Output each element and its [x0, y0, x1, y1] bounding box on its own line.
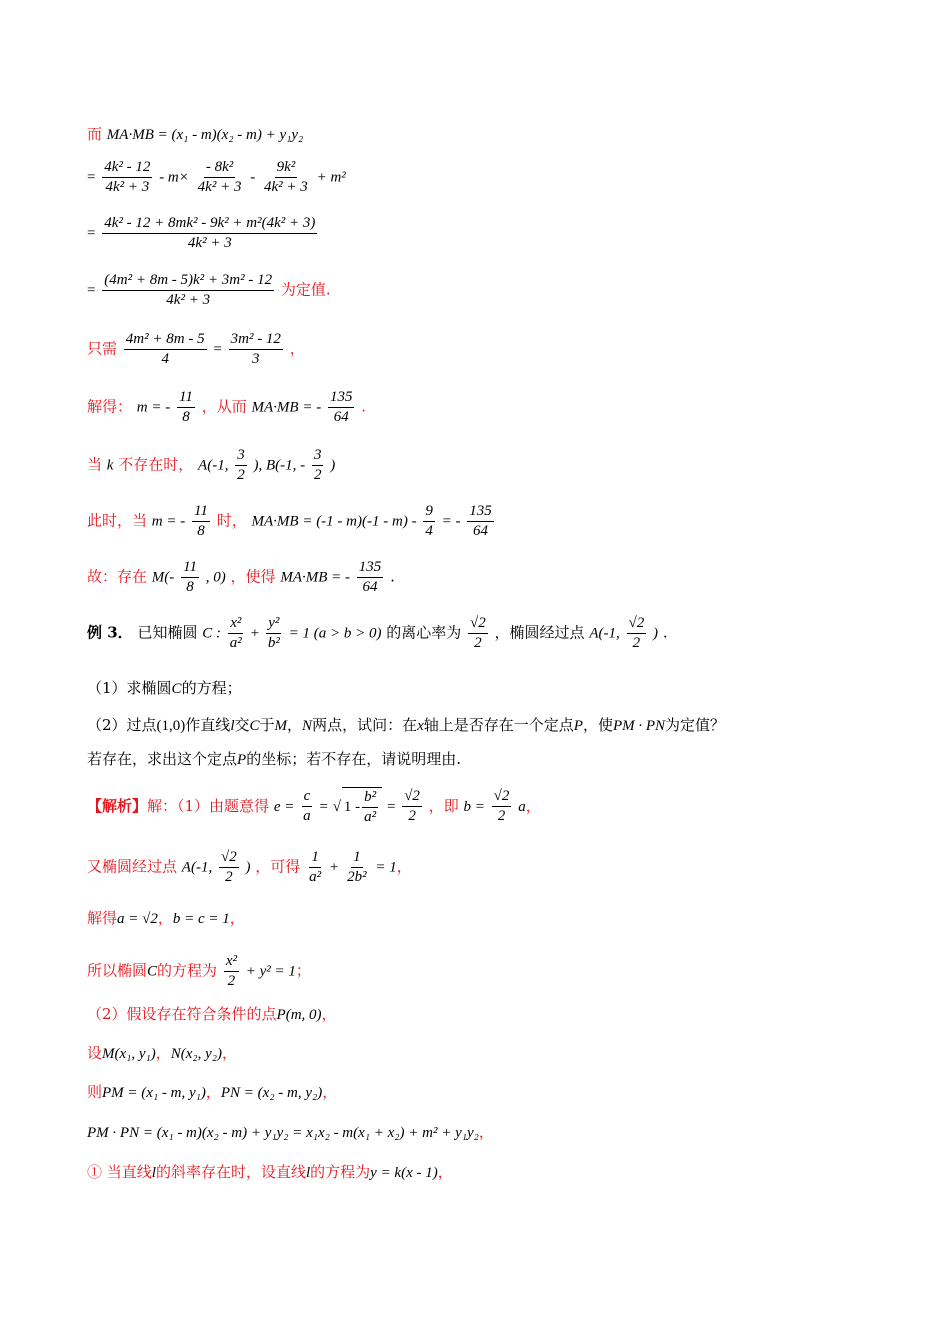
punct: ，	[289, 339, 305, 358]
line-condition: 只需 $\frac{\text{4m² + 8m - 5}}{4}$ = $\frac{\text{3m² - 12}}{3}$ ，	[87, 331, 305, 367]
fraction: $\frac{√2}{2}$	[628, 615, 645, 651]
text: ，可得	[255, 857, 301, 876]
fraction: $\frac{√2}{2}$	[404, 788, 420, 825]
fraction: $\frac{\text{x²}}{2}$	[225, 953, 237, 989]
fraction: $\frac{3}{2}$	[237, 447, 245, 483]
math-term: PN = (x₂ - m, y₂)	[220, 1085, 323, 1101]
fraction: $\frac{135}{64}$	[329, 389, 353, 425]
fraction: $\frac{135}{64}$	[469, 503, 492, 539]
math-term: l	[230, 718, 235, 734]
math-term: A(-1,	[198, 457, 229, 474]
solution-9: ① 当直线l的斜率存在时，设直线l的方程为y = k(x - 1)，	[87, 1163, 453, 1181]
math-term: + y² = 1	[245, 963, 296, 980]
math-term: P	[237, 752, 247, 768]
math-term: N	[302, 718, 313, 734]
solution-6: 设M(x₁, y₁)，N(x₂, y₂)，	[87, 1044, 238, 1062]
text-er: 而	[87, 125, 103, 143]
text-jiede: 解得：	[87, 397, 133, 416]
text: 设	[87, 1044, 103, 1062]
math-term: + m²	[316, 169, 346, 186]
math-term: MA·MB = -	[251, 399, 322, 416]
math-term: (1,0)	[156, 718, 186, 734]
fraction: $\frac{\text{- 8k²}}{\text{4k² + 3}}$	[197, 159, 242, 195]
text: ，即	[428, 796, 459, 815]
text: ① 当直线	[87, 1163, 152, 1181]
fraction: $\frac{1}{\text{2b²}}$	[347, 849, 367, 885]
fraction: $\frac{\text{4m² + 8m - 5}}{4}$	[125, 331, 205, 367]
math-term: l	[305, 1165, 311, 1181]
text: 时，	[216, 511, 247, 530]
text: 的方程；	[181, 679, 242, 697]
solution-7: 则PM = (x₁ - m, y₁)，PN = (x₂ - m, y₂)，	[87, 1083, 338, 1101]
math-term: M	[274, 718, 288, 734]
math-term: C :	[202, 625, 221, 642]
line-check: 此时，当 m = - $\frac{11}{8}$ 时， MA·MB = (-1 - m)(-1 - m) - $\frac{9}{4}$ = - $\frac{135}{64}$	[87, 503, 492, 539]
fraction: $\frac{11}{8}$	[194, 503, 208, 539]
text: 此时，当	[87, 511, 148, 530]
question-2: （2）过点(1,0)作直线l交C于M，N两点，试问：在x轴上是否存在一个定点P，使PM · PN为定值？	[87, 716, 726, 734]
fraction: $\frac{c}{a}$	[303, 788, 311, 825]
math-term: = 1 (a > b > 0)	[288, 625, 382, 642]
text-zhixu: 只需	[87, 339, 118, 358]
fraction: $\frac{\text{x²}}{\text{a²}}$	[229, 615, 242, 651]
text: 所以椭圆	[87, 961, 148, 980]
line-expansion-3: = $\frac{\text{(4m² + 8m - 5)k² + 3m² - 12}}{\text{4k² + 3}}$ 为定值.	[87, 272, 331, 308]
text: 故：存在	[87, 567, 148, 586]
math-term: )	[330, 457, 336, 474]
fraction: $\frac{√2}{2}$	[493, 788, 510, 825]
math-term: b = c = 1	[172, 911, 230, 927]
sqrt: 1 - $\frac{\text{b²}}{\text{a²}}$	[342, 787, 382, 827]
math-term: MA·MB = (-1 - m)(-1 - m) -	[251, 513, 417, 530]
text: （1）求椭圆	[87, 679, 172, 697]
math-term: , 0)	[205, 569, 226, 586]
text: 的方程为	[157, 961, 218, 980]
fraction: $\frac{\text{3m² - 12}}{3}$	[230, 331, 281, 367]
math-term: a = √2	[117, 911, 158, 927]
fraction: $\frac{9}{4}$	[425, 503, 433, 539]
line-ma-mb-def	[87, 124, 303, 145]
solution-4: 所以椭圆C的方程为 $\frac{\text{x²}}{2}$ + y² = 1；	[87, 953, 311, 989]
fraction: $\frac{\text{4k² - 12 + 8mk² - 9k² + m²(4k² + 3)}}{\text{4k² + 3}}$	[104, 215, 316, 251]
line-k-not-exist	[87, 446, 335, 485]
math-term: ), B(-1, -	[253, 457, 306, 474]
math-k: k	[106, 457, 114, 474]
math-term: A(-1,	[589, 625, 620, 642]
text: 的离心率为	[386, 623, 462, 642]
math-term: C	[147, 963, 158, 980]
fraction: $\frac{11}{8}$	[183, 559, 197, 595]
line-expansion-2: = $\frac{\text{4k² - 12 + 8mk² - 9k² + m²(4k² + 3)}}{\text{4k² + 3}}$	[87, 215, 316, 251]
fraction: $\frac{135}{64}$	[358, 559, 382, 595]
question-2-cont: 若存在，求出这个定点P的坐标；若不存在，请说明理由.	[87, 750, 461, 768]
math-term: PM · PN	[612, 718, 666, 734]
text: 又椭圆经过点	[87, 857, 178, 876]
solution-5: （2）假设存在符合条件的点P(m, 0)，	[87, 1005, 337, 1023]
line-conclusion	[87, 558, 395, 597]
fraction: $\frac{√2}{2}$	[220, 849, 237, 885]
text: ，使得	[230, 567, 276, 586]
question-1	[87, 678, 242, 699]
math-term: y = k(x - 1)	[370, 1165, 438, 1181]
fraction: $\frac{3}{2}$	[313, 447, 322, 483]
math-term: MA·MB = -	[280, 569, 351, 586]
punct: .	[662, 623, 668, 642]
fraction: $\frac{\text{9k²}}{\text{4k² + 3}}$	[264, 159, 308, 195]
text: 已知椭圆	[137, 623, 198, 642]
punct: .	[361, 397, 367, 416]
text: ，椭圆经过点	[494, 623, 585, 642]
text: 则	[87, 1083, 103, 1101]
fraction: $\frac{11}{8}$	[179, 389, 193, 425]
text-constant: 为定值.	[280, 280, 331, 299]
math-term: e =	[273, 798, 295, 815]
line-expansion-1: = $\frac{\text{4k² - 12}}{\text{4k² + 3}}$ - m× $\frac{\text{- 8k²}}{\text{4k² + 3}}$ - $\frac{\text{9k²}}{\text{4k² + 3}}$ + m²	[87, 159, 346, 195]
math-ma-mb: MA·MB = (x₁ - m)(x₂ - m) + y₁y₂	[106, 127, 304, 143]
solution-8: PM · PN = (x₁ - m)(x₂ - m) + y₁y₂ = x₁x₂ - m(x₁ + x₂) + m² + y₁y₂，	[87, 1123, 494, 1141]
math-term: )	[653, 625, 659, 642]
text: （2）假设存在符合条件的点	[87, 1005, 277, 1023]
solution-2: 又椭圆经过点 A(-1, $\frac{√2}{2}$ ) ，可得 $\frac{1}{\text{a²}}$ + $\frac{1}{\text{2b²}}$ = 1，	[87, 849, 412, 885]
math-term: N(x₂, y₂)	[170, 1046, 223, 1062]
line-solve-m: 解得： m = - $\frac{11}{8}$ ，从而 MA·MB = - $\frac{135}{64}$ .	[87, 389, 367, 425]
fraction: $\frac{1}{\text{a²}}$	[309, 849, 322, 885]
math-term: C	[249, 718, 260, 734]
example-3-statement: 例 3． 已知椭圆 C : $\frac{\text{x²}}{\text{a²}}$ + $\frac{\text{y²}}{\text{b²}}$ = 1 (a > b > 0) 的离心率为 $\frac{√2}{2}$ ，椭圆经过点 A(-1, $\frac{√2}{2}$ ) .	[87, 615, 668, 651]
text: 的斜率存在时，设直线	[155, 1163, 306, 1181]
math-term: C	[171, 681, 182, 697]
math-term: PM · PN = (x₁ - m)(x₂ - m) + y₁y₂ = x₁x₂ - m(x₁ + x₂) + m² + y₁y₂	[87, 1125, 479, 1141]
text: 的方程为	[310, 1163, 371, 1181]
math-term: x	[417, 718, 424, 734]
fraction: $\frac{\text{(4m² + 8m - 5)k² + 3m² - 12}}{\text{4k² + 3}}$	[104, 272, 273, 308]
math-term: P	[573, 718, 583, 734]
math-term: A(-1,	[181, 859, 213, 876]
math-term: = -	[441, 513, 461, 530]
solution-1: 【解析】解：（1）由题意得 e = $\frac{c}{a}$ = √ 1 - $\frac{\text{b²}}{\text{a²}}$ = $\frac{√2}{2}$ ，即 b = $\frac{√2}{2}$ a，	[87, 788, 541, 825]
math-term: b =	[463, 798, 485, 815]
example-label: 例 3．	[87, 623, 133, 642]
text-congerr: ，从而	[201, 397, 247, 416]
fraction: $\frac{\text{4k² - 12}}{\text{4k² + 3}}$	[104, 159, 151, 195]
math-term: M(x₁, y₁)	[102, 1046, 156, 1062]
math-term: - m×	[159, 169, 189, 186]
solution-3: 解得a = √2，b = c = 1，	[87, 909, 245, 927]
fraction: $\frac{√2}{2}$	[470, 615, 486, 651]
punct: .	[390, 567, 395, 586]
math-term: l	[151, 1165, 156, 1181]
text: 解：（1）由题意得	[147, 796, 270, 815]
fraction: $\frac{\text{y²}}{\text{b²}}$	[267, 615, 280, 651]
text: 当	[87, 455, 103, 474]
analysis-tag: 【解析】	[87, 796, 148, 815]
math-term: P(m, 0)	[276, 1007, 322, 1023]
text: 不存在时，	[118, 455, 194, 474]
text: 解得	[87, 909, 118, 927]
math-term: PM = (x₁ - m, y₁)	[102, 1085, 206, 1101]
math-term: M(-	[151, 569, 175, 586]
